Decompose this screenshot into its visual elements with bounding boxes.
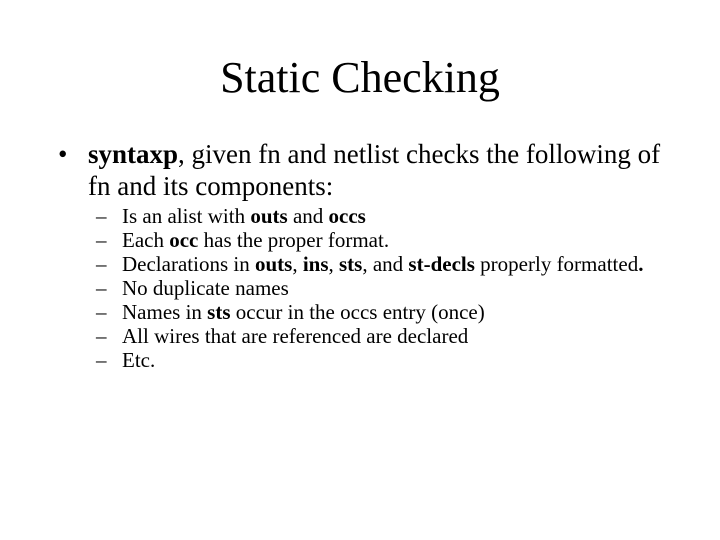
sub-bullet-item bbox=[96, 204, 696, 228]
dash-icon: – bbox=[96, 204, 107, 228]
sub-bullet-text: Declarations in bbox=[122, 252, 255, 276]
dash-icon: – bbox=[96, 276, 107, 300]
sub-bullet-text: , and bbox=[362, 252, 409, 276]
sub-bullet-text: Names in bbox=[122, 300, 208, 324]
sub-bullet-item bbox=[96, 276, 696, 300]
sub-bullet-term: sts bbox=[339, 252, 363, 276]
sub-bullet-term: outs bbox=[250, 204, 288, 228]
sub-bullet-item bbox=[96, 252, 696, 276]
dash-icon: – bbox=[96, 348, 107, 372]
sub-bullet-text: has the proper format. bbox=[198, 228, 390, 252]
sub-bullet-item bbox=[96, 324, 696, 348]
sub-bullet-text: and bbox=[287, 204, 329, 228]
sub-bullet-text: No duplicate names bbox=[122, 276, 289, 300]
sub-bullet-item bbox=[96, 300, 696, 324]
slide-title: Static Checking bbox=[220, 53, 500, 102]
main-bullet-rest: , given fn and netlist checks the following of fn and its components: bbox=[88, 139, 661, 201]
sub-bullet-text: Each bbox=[122, 228, 170, 252]
dash-icon: – bbox=[96, 300, 107, 324]
sub-bullet-term: ins bbox=[302, 252, 329, 276]
sub-bullet-text: properly formatted bbox=[474, 252, 639, 276]
sub-bullet-term: outs bbox=[254, 252, 293, 276]
sub-bullet-term: st-decls bbox=[408, 252, 475, 276]
sub-bullet-item bbox=[96, 348, 696, 372]
sub-bullet-text: occur in the occs entry (once) bbox=[230, 300, 485, 324]
sub-bullet-term: occ bbox=[169, 228, 199, 252]
dash-icon: – bbox=[96, 252, 107, 276]
sub-bullet-text: All wires that are referenced are declared bbox=[122, 324, 469, 348]
sub-bullet-item bbox=[96, 228, 696, 252]
term-syntaxp: syntaxp bbox=[88, 139, 179, 169]
sub-bullet-text: , bbox=[328, 252, 339, 276]
main-bullet-text bbox=[88, 138, 678, 202]
sub-bullet-term: occs bbox=[328, 204, 366, 228]
main-bullet bbox=[58, 138, 678, 202]
sub-bullet-text: Etc. bbox=[122, 348, 156, 372]
dash-icon: – bbox=[96, 324, 107, 348]
sub-bullet-term: sts bbox=[207, 300, 231, 324]
bullet-dot-icon: • bbox=[58, 139, 68, 169]
sub-bullet-text: , bbox=[292, 252, 303, 276]
sub-bullet-text: Is an alist with bbox=[122, 204, 251, 228]
sub-bullet-list bbox=[96, 204, 696, 372]
dash-icon: – bbox=[96, 228, 107, 252]
sub-bullet-term: . bbox=[638, 252, 644, 276]
